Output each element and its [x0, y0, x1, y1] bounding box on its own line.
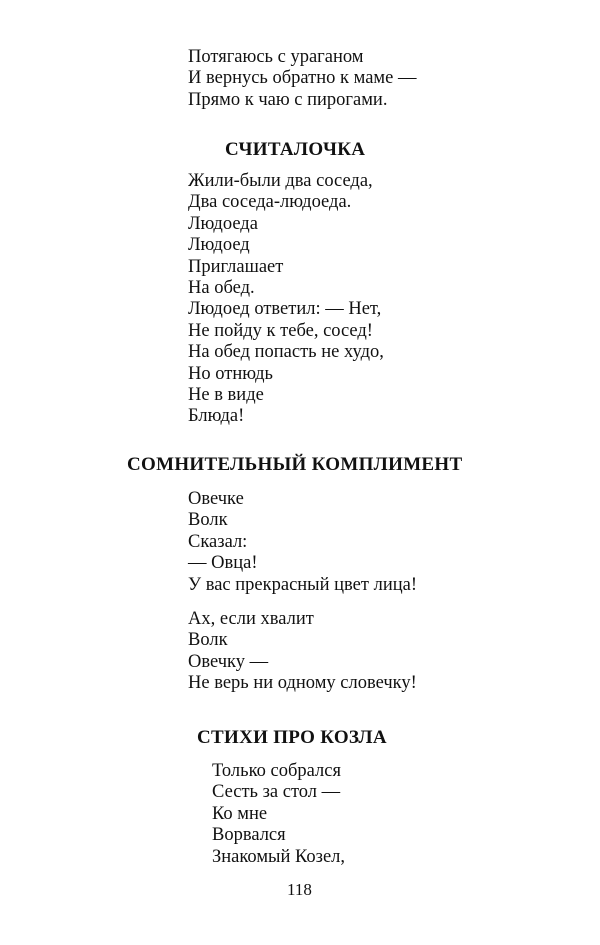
verse-line: Сказал: — [188, 531, 248, 552]
verse-line: Волк — [188, 630, 228, 651]
intro-stanza — [188, 47, 416, 111]
verse-line: Блюда! — [188, 406, 245, 427]
verse-line: Людоед ответил: — Нет, — [188, 299, 382, 320]
verse-line: На обед. — [188, 277, 255, 298]
verse-line: Прямо к чаю с пирогами. — [188, 89, 388, 110]
stanza — [188, 171, 384, 428]
verse-line: Жили-были два соседа, — [188, 171, 373, 191]
verse-line: Ко мне — [212, 803, 268, 824]
verse-line: Два соседа-людоеда. — [188, 192, 352, 213]
verse-line: На обед попасть не худо, — [188, 342, 384, 363]
verse-line: Людоед — [188, 235, 250, 256]
poem-title-schitalochka: СЧИТАЛОЧКА — [225, 139, 366, 160]
stanza — [212, 761, 345, 868]
stanza — [188, 609, 417, 695]
verse-line: Волк — [188, 510, 228, 531]
verse-line: Но отнюдь — [188, 363, 273, 384]
verse-line: Приглашает — [188, 256, 284, 277]
verse-line: Не верь ни одному словечку! — [188, 673, 417, 694]
verse-line: Не в виде — [188, 384, 264, 405]
verse-line: И вернусь обратно к маме — — [188, 68, 417, 89]
stanza — [188, 489, 417, 596]
verse-line: Овечку — — [188, 651, 269, 672]
verse-line: Ворвался — [212, 825, 286, 846]
poem-title-kozel: СТИХИ ПРО КОЗЛА — [197, 727, 387, 748]
verse-line: — Овца! — [188, 553, 258, 574]
verse-line: У вас прекрасный цвет лица! — [188, 574, 417, 595]
page-number: 118 — [287, 880, 312, 899]
verse-line: Знакомый Козел, — [212, 846, 346, 867]
verse-line: Не пойду к тебе, сосед! — [188, 320, 373, 341]
verse-line: Ах, если хвалит — [188, 609, 314, 629]
verse-line: Овечке — [188, 489, 244, 509]
verse-line: Сесть за стол — — [212, 782, 341, 803]
verse-line: Людоеда — [188, 213, 258, 234]
verse-line: Только собрался — [212, 761, 341, 781]
poem-title-kompliment: СОМНИТЕЛЬНЫЙ КОМПЛИМЕНТ — [127, 454, 463, 475]
verse-line: Потягаюсь с ураганом — [188, 47, 364, 67]
